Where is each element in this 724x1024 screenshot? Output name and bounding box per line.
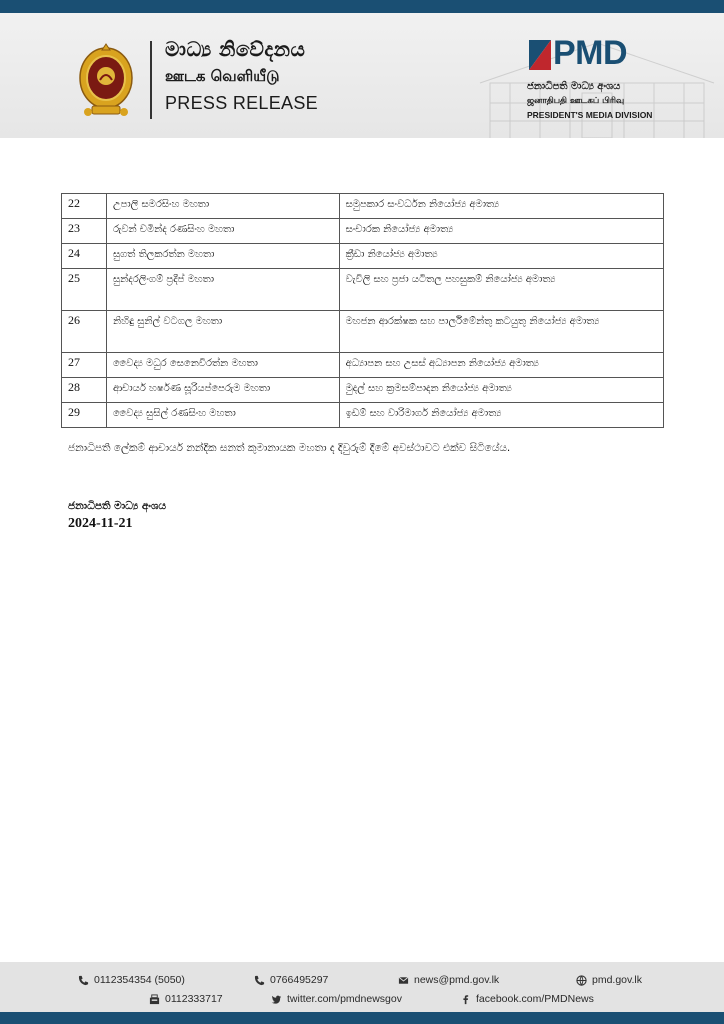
minister-name: සුගත් තිලකරත්න මහතා xyxy=(106,244,339,269)
phone1-text: 0112354354 (5050) xyxy=(94,974,185,986)
minister-name: නිහිඳු සුනිල් වටගල මහතා xyxy=(106,311,339,353)
closing-note: ජනාධිපති ලේකම් ආචාර්ය නන්දික සනත් කුමානායක මහතා ද දිවුරුම් දීමේ අවස්ථාවට එක්ව සිටියේය. xyxy=(68,442,511,454)
row-number: 22 xyxy=(62,194,107,219)
website-text: pmd.gov.lk xyxy=(592,974,642,986)
minister-name: වෛද්‍ය සුසිල් රණසිංහ මහතා xyxy=(106,403,339,428)
sri-lanka-emblem-icon xyxy=(78,40,134,120)
footer-phone2[interactable] xyxy=(254,974,328,986)
fax-icon xyxy=(149,994,160,1005)
table-row xyxy=(62,244,664,269)
table-row xyxy=(62,219,664,244)
pmd-name-tamil: ஜனாதிபதி ஊடகப் பிரிவு xyxy=(527,96,625,106)
portfolio: සමුපකාර සංවර්ධන නියෝජ්‍ය අමාත්‍ය xyxy=(339,194,663,219)
portfolio: වැවිලි සහ ප්‍රජා යටිතල පහසුකම් නියෝජ්‍ය අමාත්‍ය xyxy=(339,269,663,311)
footer-website[interactable] xyxy=(576,974,642,986)
signature-org: ජනාධිපති මාධ්‍ය අංශය xyxy=(68,500,167,512)
title-english: PRESS RELEASE xyxy=(165,93,318,113)
title-tamil: ஊடக வெளியீடு xyxy=(165,67,280,85)
row-number: 28 xyxy=(62,378,107,403)
table-row xyxy=(62,353,664,378)
portfolio: මුදල් සහ ක්‍රමසම්පාදන නියෝජ්‍ය අමාත්‍ය xyxy=(339,378,663,403)
footer-email[interactable] xyxy=(398,974,499,986)
globe-icon xyxy=(576,975,587,986)
email-icon xyxy=(398,975,409,986)
header-divider xyxy=(150,41,152,119)
pmd-name-sinhala: ජනාධිපති මාධ්‍ය අංශය xyxy=(527,81,621,92)
pmd-wordmark: PMD xyxy=(553,34,628,72)
title-sinhala: මාධ්‍ය නිවේදනය xyxy=(165,37,306,61)
pmd-name-english: PRESIDENT'S MEDIA DIVISION xyxy=(527,110,653,120)
release-date: 2024-11-21 xyxy=(68,516,133,531)
portfolio: ඉඩම් සහ වාරිමාර්ග නියෝජ්‍ය අමාත්‍ය xyxy=(339,403,663,428)
row-number: 25 xyxy=(62,269,107,311)
minister-name: ආචාර්ය හර්ෂණ සූරියප්පෙරුම මහතා xyxy=(106,378,339,403)
row-number: 29 xyxy=(62,403,107,428)
minister-name: උපාලි සමරසිංහ මහතා xyxy=(106,194,339,219)
letterhead xyxy=(0,13,724,138)
portfolio: අධ්‍යාපන සහ උසස් අධ්‍යාපන නියෝජ්‍ය අමාත්‍ය xyxy=(339,353,663,378)
footer-phone1[interactable] xyxy=(78,974,185,986)
fax-text: 0112333717 xyxy=(165,993,223,1005)
twitter-text: twitter.com/pmdnewsgov xyxy=(287,993,402,1005)
table-row xyxy=(62,194,664,219)
top-stripe xyxy=(0,0,724,13)
minister-name: සුන්දරලිංගම් ප්‍රදීප් මහතා xyxy=(106,269,339,311)
portfolio: මහජන ආරක්ෂක සහ පාර්ලිමේන්තු කටයුතු නියෝජ්‍ය අමාත්‍ය xyxy=(339,311,663,353)
row-number: 23 xyxy=(62,219,107,244)
footer-stripe xyxy=(0,1012,724,1024)
table-row xyxy=(62,311,664,353)
facebook-text: facebook.com/PMDNews xyxy=(476,993,594,1005)
footer-fax[interactable] xyxy=(149,993,223,1005)
minister-name: රුවන් චමින්ද රණසිංහ මහතා xyxy=(106,219,339,244)
email-text: news@pmd.gov.lk xyxy=(414,974,500,986)
portfolio: සංචාරක නියෝජ්‍ය අමාත්‍ය xyxy=(339,219,663,244)
row-number: 26 xyxy=(62,311,107,353)
portfolio: ක්‍රීඩා නියෝජ්‍ය අමාත්‍ය xyxy=(339,244,663,269)
minister-name: වෛද්‍ය මධුර සෙනෙවිරත්න මහතා xyxy=(106,353,339,378)
appointments-table xyxy=(61,193,664,428)
table-row xyxy=(62,269,664,311)
phone-icon xyxy=(78,975,89,986)
pmd-logo xyxy=(529,34,659,78)
row-number: 27 xyxy=(62,353,107,378)
phone-icon xyxy=(254,975,265,986)
footer xyxy=(0,962,724,1012)
row-number: 24 xyxy=(62,244,107,269)
pmd-mark-icon xyxy=(529,40,551,70)
twitter-icon xyxy=(271,994,282,1005)
phone2-text: 0766495297 xyxy=(270,974,329,986)
table-row xyxy=(62,403,664,428)
table-row xyxy=(62,378,664,403)
facebook-icon xyxy=(460,994,471,1005)
footer-facebook[interactable] xyxy=(460,993,594,1005)
footer-twitter[interactable] xyxy=(271,993,402,1005)
